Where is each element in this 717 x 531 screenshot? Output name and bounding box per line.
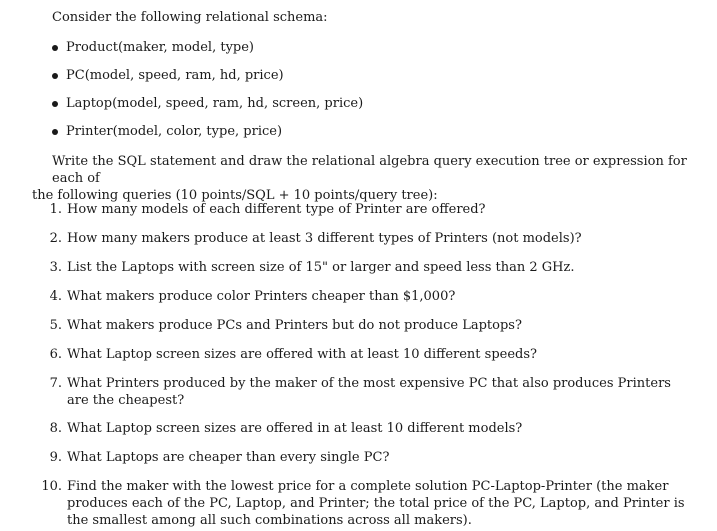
bullet-icon	[52, 45, 58, 51]
instructions-line-2: the following queries (10 points/SQL + 10 points/query tree):	[32, 188, 438, 203]
query-text: What makers produce PCs and Printers but do not produce Laptops?	[67, 318, 522, 333]
query-item	[40, 420, 692, 449]
schema-item-text: Laptop(model, speed, ram, hd, screen, price)	[66, 96, 364, 111]
query-text: What makers produce color Printers cheaper than $1,000?	[67, 289, 456, 304]
instructions-paragraph	[32, 153, 692, 204]
schema-item	[52, 39, 692, 67]
schema-item	[52, 67, 692, 95]
query-number: 4.	[49, 289, 62, 304]
bullet-icon	[52, 73, 58, 79]
bullet-icon	[52, 129, 58, 135]
query-item	[40, 201, 692, 230]
schema-list	[52, 39, 692, 151]
query-number: 3.	[49, 260, 62, 275]
query-number: 1.	[49, 202, 62, 217]
schema-item-text: PC(model, speed, ram, hd, price)	[66, 68, 284, 83]
query-text: How many models of each different type of Printer are offered?	[67, 202, 486, 217]
query-number: 6.	[49, 347, 62, 362]
query-text: How many makers produce at least 3 different types of Printers (not models)?	[67, 231, 582, 246]
query-item	[40, 317, 692, 346]
query-number: 9.	[49, 450, 62, 465]
query-item	[40, 230, 692, 259]
query-text: What Laptops are cheaper than every single PC?	[67, 450, 390, 465]
query-text: What Printers produced by the maker of the most expensive PC that also produces Printers are the cheapest?	[67, 376, 671, 408]
query-list	[40, 201, 692, 529]
query-text: Find the maker with the lowest price for a complete solution PC-Laptop-Printer (the maker produces each of the PC, Laptop, and Printer; the total price of the PC, Laptop, and Printer is the smallest among all such combinations across all makers).	[67, 479, 685, 528]
bullet-icon	[52, 101, 58, 107]
query-item	[40, 346, 692, 375]
schema-item-text: Printer(model, color, type, price)	[66, 124, 283, 139]
query-item	[40, 375, 692, 420]
schema-item	[52, 123, 692, 151]
query-item	[40, 449, 692, 478]
query-item	[40, 478, 692, 529]
query-item	[40, 259, 692, 288]
query-number: 2.	[49, 231, 62, 246]
query-text: What Laptop screen sizes are offered with at least 10 different speeds?	[67, 347, 538, 362]
schema-item	[52, 95, 692, 123]
intro-text: Consider the following relational schema:	[52, 10, 328, 25]
query-number: 7.	[49, 376, 62, 391]
query-text: What Laptop screen sizes are offered in at least 10 different models?	[67, 421, 523, 436]
query-number: 8.	[49, 421, 62, 436]
schema-item-text: Product(maker, model, type)	[66, 40, 255, 55]
instructions-line-1: Write the SQL statement and draw the relational algebra query execution tree or expression for each of	[52, 154, 687, 186]
query-number: 5.	[49, 318, 62, 333]
query-item	[40, 288, 692, 317]
query-text: List the Laptops with screen size of 15" or larger and speed less than 2 GHz.	[67, 260, 575, 275]
query-number: 10.	[41, 479, 62, 494]
